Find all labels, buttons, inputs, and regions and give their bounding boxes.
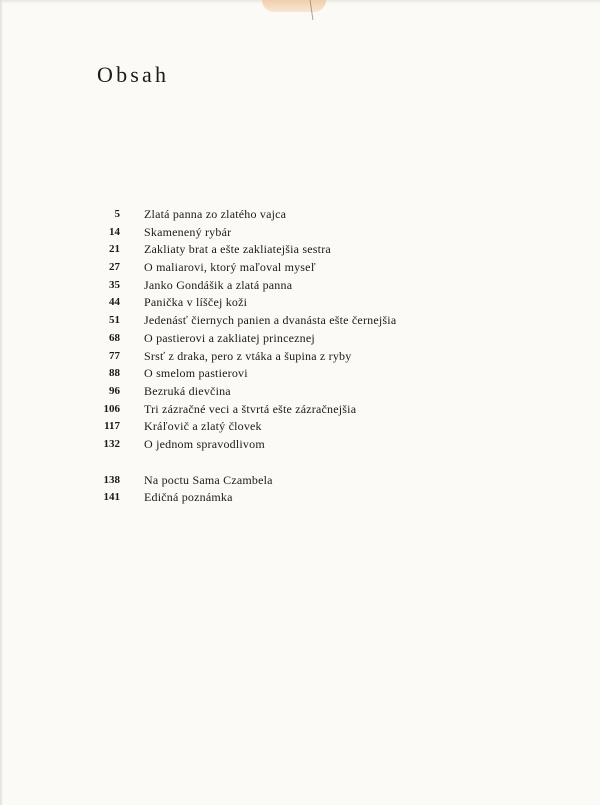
- toc-entry-title: O jednom spravodlivom: [144, 436, 265, 451]
- toc-page-number: 21: [109, 243, 120, 256]
- toc-entry: [0, 365, 600, 383]
- toc-entry: [0, 436, 600, 454]
- toc-entry-title: Bezruká dievčina: [144, 383, 231, 398]
- toc-entry: [0, 224, 600, 242]
- toc-entry: [0, 401, 600, 419]
- toc-page-number: 77: [109, 349, 120, 362]
- toc-page-number: 138: [103, 473, 120, 486]
- toc-entry-title: Janko Gondášik a zlatá panna: [144, 277, 293, 292]
- toc-page-number: 117: [104, 420, 120, 433]
- toc-entry: [0, 312, 600, 330]
- toc-entry-title: Edičná poznámka: [144, 490, 233, 505]
- toc-entry-title: Skamenený rybár: [144, 224, 232, 239]
- toc-entry: [0, 277, 600, 295]
- section-gap: [0, 454, 600, 472]
- toc-page-number: 44: [109, 296, 120, 309]
- toc-entry-title: Srsť z draka, pero z vtáka a šupina z ryby: [144, 348, 352, 363]
- toc-page-number: 35: [109, 278, 120, 291]
- toc-page-number: 88: [109, 367, 120, 380]
- toc-entry-title: Kráľovič a zlatý človek: [144, 419, 262, 434]
- toc-page-number: 51: [109, 314, 120, 327]
- toc-page-number: 14: [109, 225, 120, 238]
- toc-page-number: 68: [109, 331, 120, 344]
- toc-page-number: 132: [103, 437, 120, 450]
- toc-entry: [0, 418, 600, 436]
- table-of-contents: [0, 206, 600, 507]
- toc-entry: [0, 330, 600, 348]
- toc-appendix-entry: [0, 472, 600, 490]
- toc-entry: [0, 383, 600, 401]
- toc-entry: [0, 259, 600, 277]
- toc-entry-title: Panička v líščej koži: [144, 295, 248, 310]
- toc-entry: [0, 294, 600, 312]
- toc-entry-title: Jedenásť čiernych panien a dvanásta ešte černejšia: [144, 313, 397, 328]
- toc-page-number: 106: [103, 402, 120, 415]
- page-title: Obsah: [97, 62, 170, 87]
- toc-entry-title: O pastierovi a zakliatej princeznej: [144, 330, 315, 345]
- toc-entry-title: O smelom pastierovi: [144, 366, 248, 381]
- toc-page-number: 96: [109, 384, 120, 397]
- tape-mark: [262, 0, 326, 12]
- toc-entry-title: Tri zázračné veci a štvrtá ešte zázračnejšia: [144, 401, 357, 416]
- toc-page-number: 5: [114, 208, 120, 220]
- toc-entry: [0, 206, 600, 224]
- toc-entry-title: Zlatá panna zo zlatého vajca: [144, 207, 287, 221]
- toc-page-number: 141: [103, 491, 120, 504]
- toc-entry-title: Zakliaty brat a ešte zakliatejšia sestra: [144, 242, 331, 257]
- toc-entry-title: Na poctu Sama Czambela: [144, 472, 273, 487]
- toc-appendix-entry: [0, 489, 600, 507]
- toc-page-number: 27: [109, 261, 120, 274]
- toc-entry: [0, 241, 600, 259]
- toc-entry-title: O maliarovi, ktorý maľoval myseľ: [144, 260, 316, 275]
- toc-entry: [0, 348, 600, 366]
